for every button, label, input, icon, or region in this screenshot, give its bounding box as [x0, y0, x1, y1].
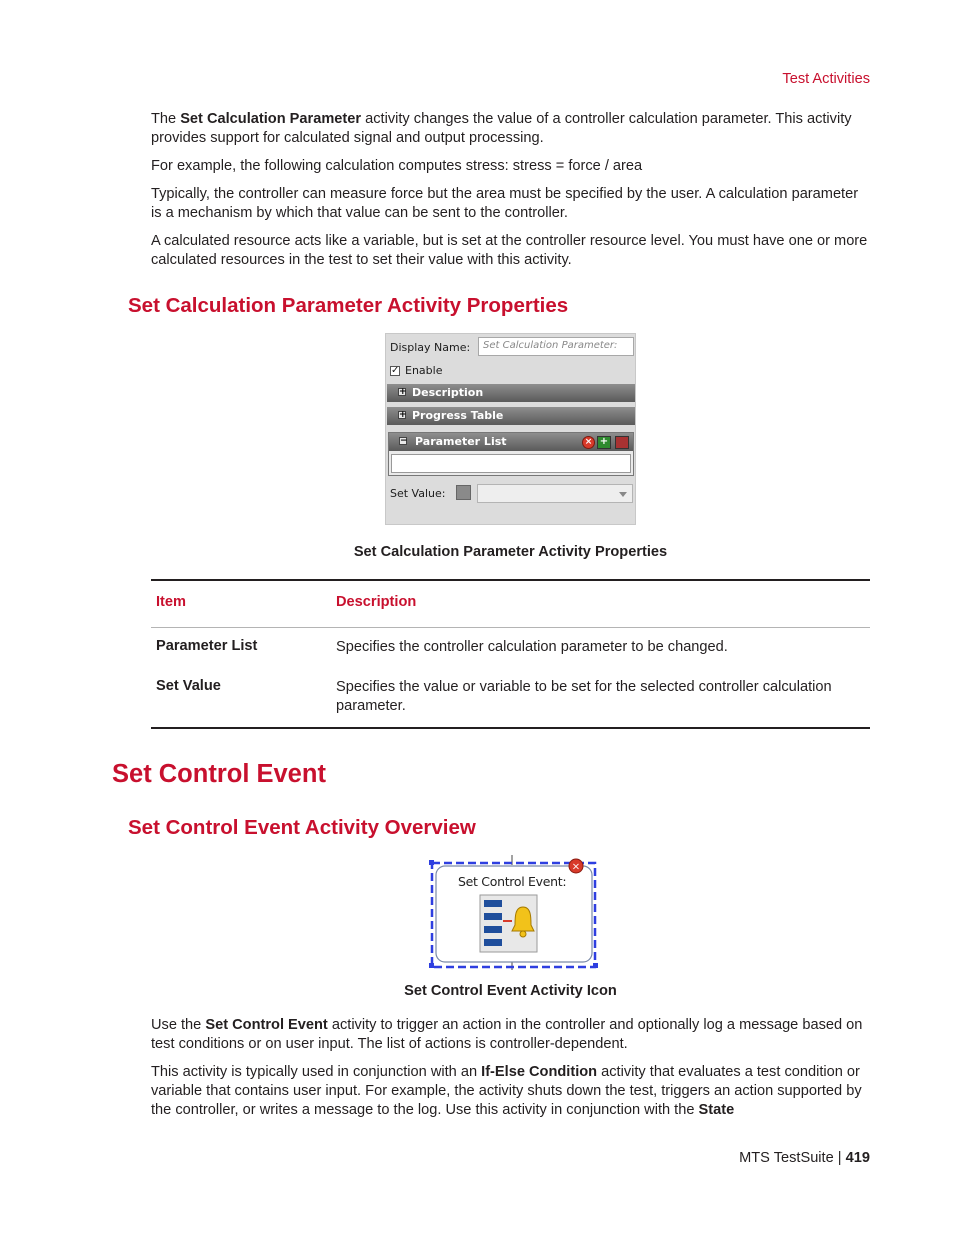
display-name-label: Display Name: [390, 341, 471, 354]
add-icon[interactable]: + [597, 436, 611, 449]
control-event-paragraph-2: This activity is typically used in conjunction with an If-Else Condition activity that evaluates a test condition or variable that contains user input. For example, the activity shuts down the test, triggers an action supported by the controller, or writes a message to the log. Use this activity in conjunction with the State [151, 1064, 862, 1118]
properties-panel [385, 333, 636, 525]
intro-paragraph-1: The Set Calculation Parameter activity changes the value of a controller calculation parameter. This activity provides support for calculated signal and output processing. [151, 111, 852, 146]
activity-icon-caption: Set Control Event Activity Icon [404, 983, 617, 999]
page-number: 419 [845, 1150, 870, 1166]
set-value-label: Set Value: [390, 487, 446, 500]
intro-paragraph-3: Typically, the controller can measure force but the area must be specified by the user. A calculation parameter is a mechanism by which that value can be sent to the controller. [151, 186, 859, 221]
table-header-description: Description [336, 594, 417, 610]
properties-caption: Set Calculation Parameter Activity Properties [353, 544, 668, 560]
delete-icon[interactable]: × [582, 436, 595, 449]
table-header-rule [151, 627, 870, 628]
properties-heading: Set Calculation Parameter Activity Properties [128, 294, 569, 317]
page-footer [739, 1150, 870, 1166]
table-row-description: Specifies the controller calculation parameter to be changed. [336, 639, 728, 655]
table-row-item: Parameter List [156, 638, 258, 654]
table-bottom-rule [151, 727, 870, 729]
overview-heading: Set Control Event Activity Overview [128, 816, 476, 839]
running-header: Test Activities [782, 71, 870, 87]
enable-checkbox[interactable]: ✓ [391, 365, 400, 376]
footer-product: MTS TestSuite [739, 1150, 834, 1166]
control-event-paragraph-1: Use the Set Control Event activity to trigger an action in the controller and optionally log a message based on test conditions or on user input. The list of actions is controller-dependent. [151, 1017, 863, 1052]
remove-icon[interactable] [615, 436, 629, 449]
intro-paragraph-2: For example, the following calculation computes stress: stress = force / area [151, 158, 643, 174]
footer-separator: | [837, 1150, 842, 1166]
activity-icon-label: Set Control Event: [458, 874, 567, 889]
progress-table-section-bar[interactable]: + Progress Table [387, 407, 635, 425]
table-top-rule [151, 579, 870, 581]
activity-icon-graphic [429, 855, 599, 970]
display-name-input[interactable]: Set Calculation Parameter: [478, 337, 634, 356]
table-header-item: Item [156, 594, 187, 610]
variable-picker-icon[interactable] [456, 485, 471, 500]
section-title: Set Control Event [112, 760, 326, 788]
parameter-list-field[interactable] [391, 454, 631, 473]
activity-icon-figure [429, 855, 599, 970]
set-value-dropdown[interactable] [477, 484, 633, 503]
intro-paragraph-4: A calculated resource acts like a variable, but is set at the controller resource level. You must have one or more calculated resources in the test to set their value with this activity. [151, 233, 868, 268]
svg-text:×: × [571, 861, 581, 873]
expand-icon: + [399, 387, 407, 397]
enable-label: Enable [405, 364, 443, 377]
parameter-list-section-bar[interactable]: − Parameter List × + [389, 433, 633, 451]
collapse-icon: − [400, 436, 408, 446]
expand-icon: + [399, 410, 407, 420]
parameter-list-box [388, 432, 634, 476]
chevron-down-icon [619, 492, 627, 497]
table-row-description: Specifies the value or variable to be set for the selected controller calculation parameter. [336, 679, 832, 714]
table-row-item: Set Value [156, 678, 221, 694]
description-section-bar[interactable]: + Description [387, 384, 635, 402]
